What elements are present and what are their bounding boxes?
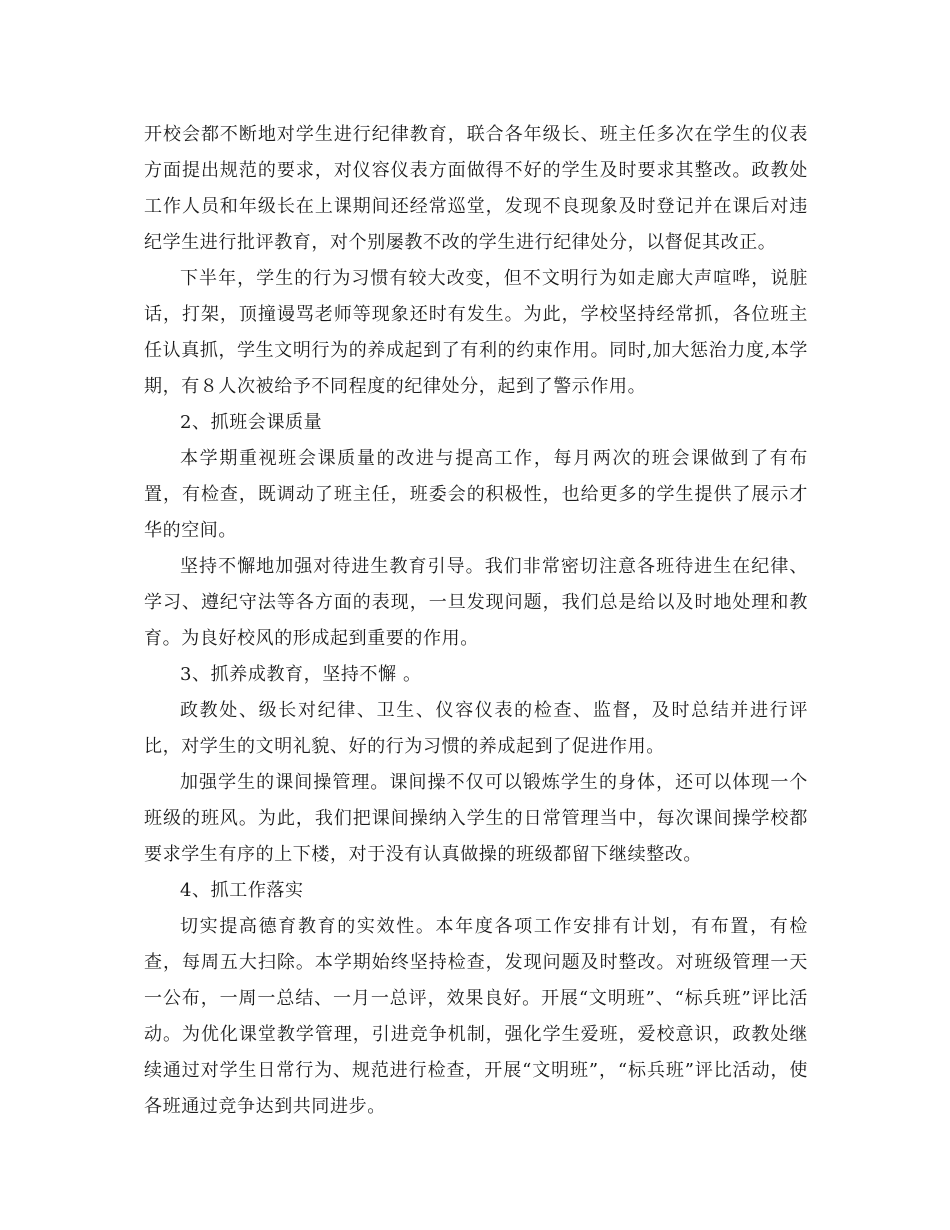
- paragraph-underachiever-guidance: 坚持不懈地加强对待进生教育引导。我们非常密切注意各班待进生在纪律、学习、遵纪守法等各方面的表现，一旦发现问题，我们总是给以及时地处理和教育。为良好校风的形成起到重要的作用。: [144, 556, 808, 649]
- section-heading-habit-education: 3、抓养成教育，坚持不懈 。: [180, 664, 422, 685]
- paragraph-moral-education-effectiveness: 切实提高德育教育的实效性。本年度各项工作安排有计划，有布置，有检查，每周五大扫除。本学期始终坚持检查，发现问题及时整改。对班级管理一天一公布，一周一总结、一月一总评，效果良好。开展“文明班”、“标兵班”评比活动。为优化课堂教学管理，引进竞争机制，强化学生爱班，爱校意识，政教处继续通过对学生日常行为、规范进行检查，开展“文明班”，“标兵班”评比活动，使各班通过竞争达到共同进步。: [144, 916, 808, 1117]
- section-heading-class-meeting: 2、抓班会课质量: [180, 412, 323, 433]
- paragraph-class-meeting-quality: 本学期重视班会课质量的改进与提高工作，每月两次的班会课做到了有布置，有检查，既调动了班主任，班委会的积极性，也给更多的学生提供了展示才华的空间。: [144, 448, 808, 541]
- paragraph-recess-exercise: 加强学生的课间操管理。课间操不仅可以锻炼学生的身体，还可以体现一个班级的班风。为此，我们把课间操纳入学生的日常管理当中，每次课间操学校都要求学生有序的上下楼，对于没有认真做操的班级都留下继续整改。: [144, 772, 808, 865]
- paragraph-second-half-year: 下半年，学生的行为习惯有较大改变，但不文明行为如走廊大声喧哗，说脏话，打架，顶撞谩骂老师等现象还时有发生。为此，学校坚持经常抓，各位班主任认真抓，学生文明行为的养成起到了有利的约束作用。同时,加大惩治力度,本学期，有８人次被给予不同程度的纪律处分，起到了警示作用。: [144, 268, 808, 397]
- section-heading-work-implementation: 4、抓工作落实: [180, 880, 304, 901]
- document-body: [144, 117, 808, 1125]
- paragraph-inspection-supervision: 政教处、级长对纪律、卫生、仪容仪表的检查、监督，及时总结并进行评比，对学生的文明礼貌、好的行为习惯的养成起到了促进作用。: [144, 700, 808, 757]
- paragraph-discipline-education: 开校会都不断地对学生进行纪律教育，联合各年级长、班主任多次在学生的仪表方面提出规范的要求，对仪容仪表方面做得不好的学生及时要求其整改。政教处工作人员和年级长在上课期间还经常巡堂，发现不良现象及时登记并在课后对违纪学生进行批评教育，对个别屡教不改的学生进行纪律处分，以督促其改正。: [144, 124, 808, 253]
